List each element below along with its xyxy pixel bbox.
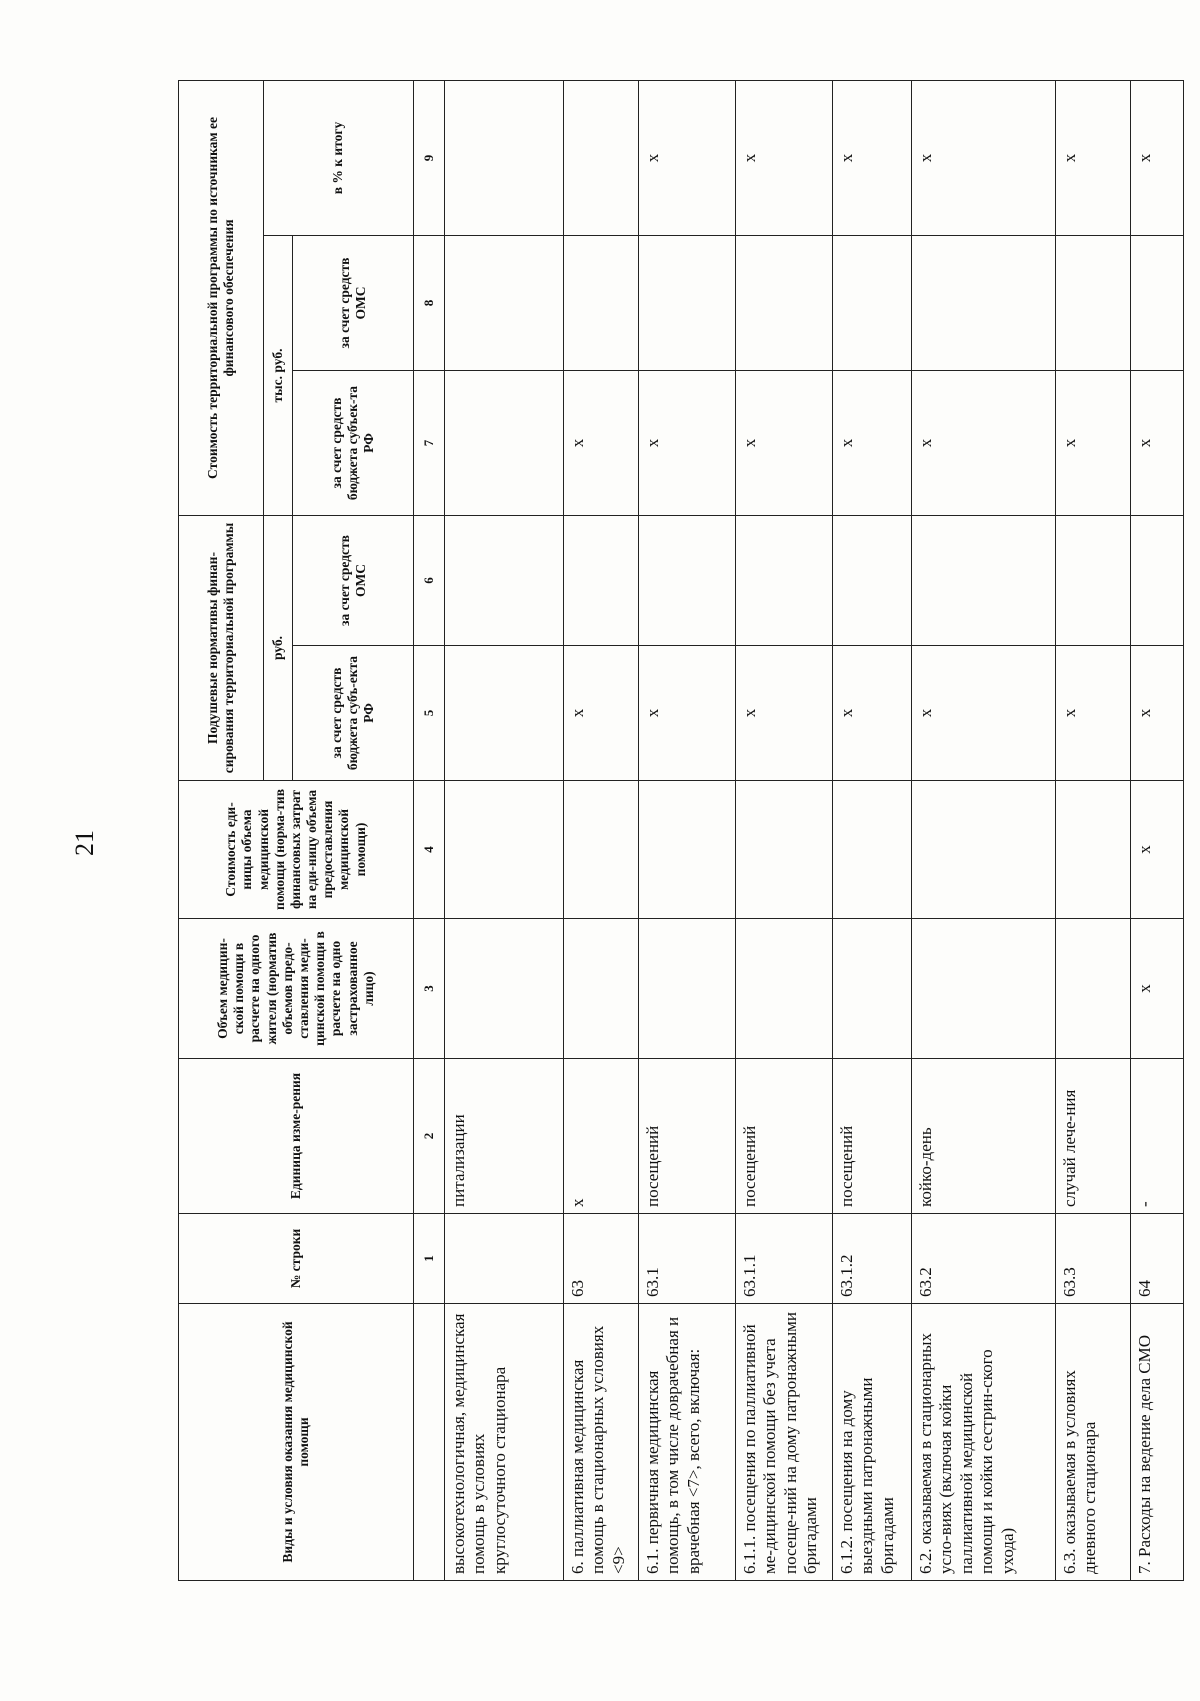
cell-oms-norm [564, 516, 639, 646]
cell-unit-cost [736, 781, 833, 919]
cell-unit-cost [639, 781, 736, 919]
cell-oms-cost [445, 236, 564, 371]
cell-oms-cost [912, 236, 1056, 371]
cell-budget-norm [445, 646, 564, 781]
column-number: 4 [414, 781, 445, 919]
cell-budget-norm: х [833, 646, 912, 781]
header-unit-cost: Стоимость еди-ницы объема медицинской помощи (норма-тив финансовых затрат на еди-ницу объема предоставления медицинской помощи) [179, 781, 414, 919]
row-label: 6.1.1. посещения по паллиативной ме-дицинской помощи без учета посеще-ний на дому патронажными бригадами [736, 1304, 833, 1581]
page-number: 21 [70, 830, 99, 856]
cell-oms-norm [445, 516, 564, 646]
cell-oms-cost [639, 236, 736, 371]
table-row [1056, 80, 1131, 1580]
cell-percent: х [736, 80, 833, 235]
table-row [833, 80, 912, 1580]
row-unit: посещений [833, 1059, 912, 1214]
row-label: высокотехнологичная, медицинская помощь в условиях круглосуточного стационара [445, 1304, 564, 1581]
row-code: 63.1.2 [833, 1214, 912, 1304]
header-type: Виды и условия оказания медицинской помощи [179, 1304, 414, 1581]
cell-budget-cost [445, 371, 564, 516]
cell-budget-cost: х [736, 371, 833, 516]
row-unit: питализации [445, 1059, 564, 1214]
cell-oms-cost [1056, 236, 1131, 371]
table-row [639, 80, 736, 1580]
cell-volume [1056, 919, 1131, 1059]
cell-percent: х [639, 80, 736, 235]
column-number: 9 [414, 80, 445, 235]
cell-budget-norm: х [1056, 646, 1131, 781]
header-budget-norm: за счет средств бюджета субъ-екта РФ [293, 646, 414, 781]
financing-table [178, 80, 1184, 1581]
row-label: 6.2. оказываемая в стационарных усло-виях (включая койки паллиативной медицинской помощи и койки сестрин-ского ухода) [912, 1304, 1056, 1581]
cell-budget-norm: х [1131, 646, 1184, 781]
row-unit: койко-день [912, 1059, 1056, 1214]
cell-volume [564, 919, 639, 1059]
cell-oms-cost [564, 236, 639, 371]
header-volume: Объем медицин-ской помощи в расчете на одного жителя (норматив объемов предо-ставления меди-цинской помощи в расчете на одно застрахованное лицо) [179, 919, 414, 1059]
cell-oms-norm [639, 516, 736, 646]
row-code: 63.3 [1056, 1214, 1131, 1304]
cell-oms-cost [833, 236, 912, 371]
cell-budget-cost: х [912, 371, 1056, 516]
header-unit: Единица изме-рения [179, 1059, 414, 1214]
table-row [445, 80, 564, 1580]
rotated-page [178, 81, 1154, 1581]
row-label: 6.1.2. посещения на дому выездными патронажными бригадами [833, 1304, 912, 1581]
header-oms-norm: за счет средств ОМС [293, 516, 414, 646]
cell-budget-cost: х [1131, 371, 1184, 516]
cell-unit-cost: х [1131, 781, 1184, 919]
cell-oms-norm [1131, 516, 1184, 646]
row-code: 63.2 [912, 1214, 1056, 1304]
cell-unit-cost [1056, 781, 1131, 919]
header-unit-thousand: тыс. руб. [264, 236, 293, 516]
cell-unit-cost [564, 781, 639, 919]
column-number: 6 [414, 516, 445, 646]
cell-oms-cost [1131, 236, 1184, 371]
cell-oms-norm [736, 516, 833, 646]
header-budget-cost: за счет средств бюджета субъек-та РФ [293, 371, 414, 516]
table-row [1131, 80, 1184, 1580]
column-number: 1 [414, 1214, 445, 1304]
table-row [564, 80, 639, 1580]
cell-volume [445, 919, 564, 1059]
row-unit: случай лече-ния [1056, 1059, 1131, 1214]
row-code: 63.1 [639, 1214, 736, 1304]
table-row [912, 80, 1056, 1580]
cell-oms-norm [912, 516, 1056, 646]
column-number: 8 [414, 236, 445, 371]
cell-unit-cost [445, 781, 564, 919]
header-group-cost: Стоимость территориальной программы по источникам ее финансового обеспечения [179, 80, 264, 515]
header-percent: в % к итогу [264, 80, 414, 235]
cell-budget-norm: х [639, 646, 736, 781]
row-code: 63 [564, 1214, 639, 1304]
cell-percent: х [1056, 80, 1131, 235]
row-unit: х [564, 1059, 639, 1214]
column-number-empty [414, 1304, 445, 1581]
cell-budget-cost: х [833, 371, 912, 516]
row-label: 6. паллиативная медицинская помощь в стационарных условиях <9> [564, 1304, 639, 1581]
header-oms-cost: за счет средств ОМС [293, 236, 414, 371]
column-number-row [414, 80, 445, 1580]
cell-percent: х [912, 80, 1056, 235]
cell-volume [833, 919, 912, 1059]
cell-volume [639, 919, 736, 1059]
row-code: 64 [1131, 1214, 1184, 1304]
column-number: 7 [414, 371, 445, 516]
row-unit: посещений [639, 1059, 736, 1214]
column-number: 3 [414, 919, 445, 1059]
header-group-norms: Подушевые нормативы финан-сирования территориальной программы [179, 516, 264, 781]
cell-oms-norm [833, 516, 912, 646]
cell-budget-cost: х [564, 371, 639, 516]
table-row [736, 80, 833, 1580]
cell-unit-cost [912, 781, 1056, 919]
cell-budget-norm: х [564, 646, 639, 781]
cell-budget-norm: х [736, 646, 833, 781]
header-unit-rub: руб. [264, 516, 293, 781]
cell-percent: х [833, 80, 912, 235]
header-row-no: № строки [179, 1214, 414, 1304]
column-number: 2 [414, 1059, 445, 1214]
cell-volume [736, 919, 833, 1059]
cell-percent: х [1131, 80, 1184, 235]
row-unit: посещений [736, 1059, 833, 1214]
row-code [445, 1214, 564, 1304]
column-number: 5 [414, 646, 445, 781]
cell-budget-cost: х [1056, 371, 1131, 516]
row-label: 6.3. оказываемая в условиях дневного стационара [1056, 1304, 1131, 1581]
cell-budget-cost: х [639, 371, 736, 516]
row-code: 63.1.1 [736, 1214, 833, 1304]
cell-volume [912, 919, 1056, 1059]
cell-unit-cost [833, 781, 912, 919]
cell-percent [564, 80, 639, 235]
cell-oms-norm [1056, 516, 1131, 646]
cell-volume: х [1131, 919, 1184, 1059]
cell-oms-cost [736, 236, 833, 371]
cell-percent [445, 80, 564, 235]
row-unit: - [1131, 1059, 1184, 1214]
cell-budget-norm: х [912, 646, 1056, 781]
row-label: 7. Расходы на ведение дела СМО [1131, 1304, 1184, 1581]
row-label: 6.1. первичная медицинская помощь, в том числе доврачебная и врачебная <7>, всего, включая: [639, 1304, 736, 1581]
